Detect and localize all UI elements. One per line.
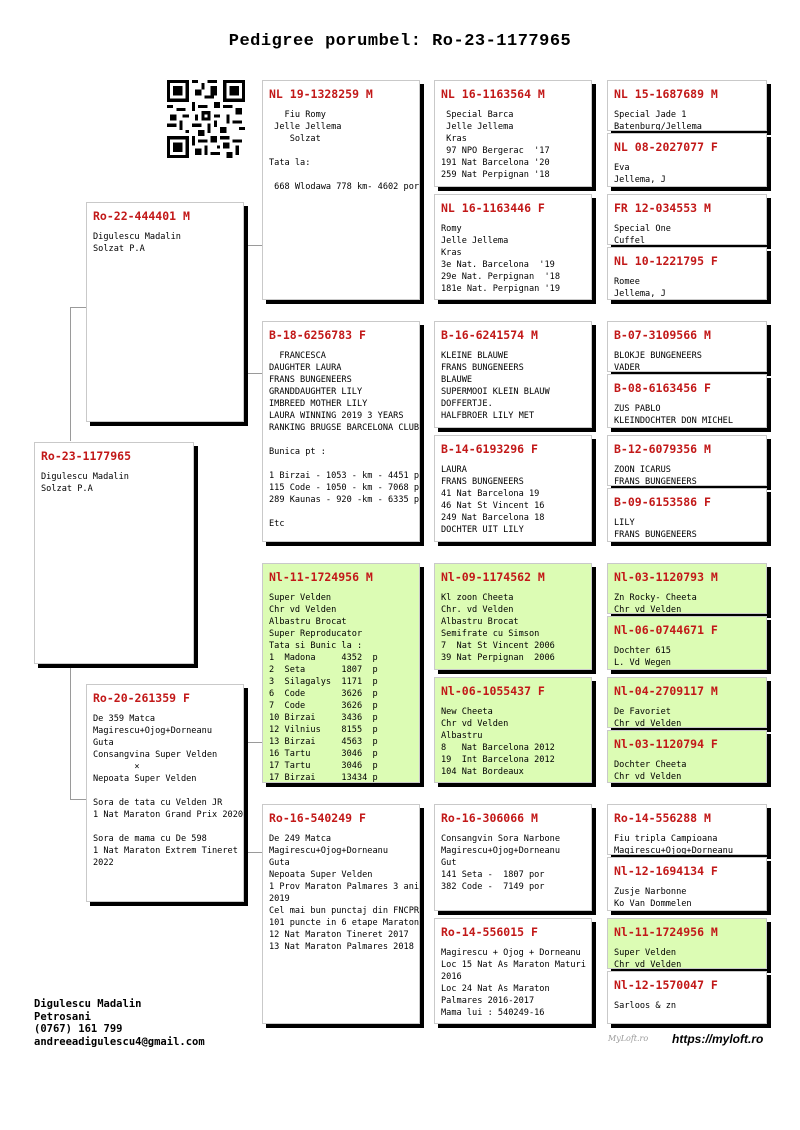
pedigree-card-gen4 bbox=[434, 677, 592, 783]
ring-number: B-09-6153586 F bbox=[614, 495, 711, 509]
ring-number: Nl-06-1055437 F bbox=[441, 684, 545, 698]
card-text: Super Velden Chr vd Velden Albastru Brocat Super Reproducator Tata si Bunic la : 1 Madona 4352 p 2 Seta 1807 p 3 Silagalys 1171 p 6 Code 3626 p 7 Code 3626 p 10 Birzai 3436 p 12 Vilnius 8155 p 13 Birzai 4563 p 16 Tartu 3046 p 17 Tartu 3046 p 17 Birzai 13434 p bbox=[269, 593, 378, 783]
ring-number: Ro-23-1177965 bbox=[41, 449, 132, 463]
card-text: Special Jade 1 Batenburg/Jellema bbox=[614, 110, 702, 131]
breeder-phone: (0767) 161 799 bbox=[34, 1023, 123, 1035]
card-text: Dochter Cheeta Chr vd Velden bbox=[614, 760, 687, 782]
ring-number: Nl-09-1174562 M bbox=[441, 570, 545, 584]
connector-line bbox=[244, 852, 262, 853]
card-text: Super Velden Chr vd Velden bbox=[614, 948, 682, 969]
breeder-name: Digulescu Madalin bbox=[34, 998, 142, 1010]
ring-number: B-12-6079356 M bbox=[614, 442, 711, 456]
card-text: Romy Jelle Jellema Kras 3e Nat. Barcelona '19 29e Nat. Perpignan '18 181e Nat. Perpignan '19 bbox=[441, 224, 560, 294]
connector-line bbox=[70, 664, 71, 799]
ring-number: Ro-22-444401 M bbox=[93, 209, 190, 223]
connector-line bbox=[70, 307, 71, 441]
pedigree-card-gen4 bbox=[434, 563, 592, 670]
pedigree-card-gen5 bbox=[607, 435, 767, 486]
card-text: Special One Cuffel bbox=[614, 224, 671, 245]
ring-number: Nl-11-1724956 M bbox=[614, 925, 718, 939]
card-text: Zn Rocky- Cheeta Chr vd Velden bbox=[614, 593, 697, 614]
pedigree-card-gen5 bbox=[607, 918, 767, 969]
ring-number: NL 19-1328259 M bbox=[269, 87, 373, 101]
pedigree-card-gen3 bbox=[262, 321, 420, 542]
card-text: Eva Jellema, J bbox=[614, 163, 666, 185]
ring-number: Ro-16-306066 M bbox=[441, 811, 538, 825]
ring-number: B-08-6163456 F bbox=[614, 381, 711, 395]
ring-number: Nl-03-1120794 F bbox=[614, 737, 718, 751]
pedigree-card-dam bbox=[86, 684, 244, 902]
pedigree-card-gen3 bbox=[262, 804, 420, 1024]
pedigree-card-gen5 bbox=[607, 616, 767, 670]
ring-number: NL 10-1221795 F bbox=[614, 254, 718, 268]
qr-code-icon bbox=[167, 80, 245, 158]
connector-line bbox=[70, 799, 86, 800]
ring-number: B-07-3109566 M bbox=[614, 328, 711, 342]
pedigree-card-gen4 bbox=[434, 80, 592, 187]
pedigree-card-gen5 bbox=[607, 247, 767, 300]
ring-number: B-16-6241574 M bbox=[441, 328, 538, 342]
card-text: De 249 Matca Magirescu+Ojog+Dorneanu Guta Nepoata Super Velden 1 Prov Maraton Palmares 3 ani 2019 Cel mai bun punctaj din FNCPR 101 puncte in 6 etape Maraton 12 Nat Maraton Tineret 2017 13 Nat Maraton Palmares 2018 bbox=[269, 834, 420, 952]
pedigree-card-gen4 bbox=[434, 918, 592, 1024]
connector-line bbox=[244, 245, 262, 246]
pedigree-card-sire bbox=[86, 202, 244, 422]
connector-line bbox=[244, 373, 262, 374]
pedigree-card-gen5 bbox=[607, 804, 767, 855]
pedigree-card-gen5 bbox=[607, 971, 767, 1024]
card-text: Dochter 615 L. Vd Wegen bbox=[614, 646, 671, 668]
ring-number: NL 16-1163446 F bbox=[441, 201, 545, 215]
card-text: Magirescu + Ojog + Dorneanu Loc 15 Nat As Maraton Maturi 2016 Loc 24 Nat As Maraton Palmares 2016-2017 Mama lui : 540249-16 bbox=[441, 948, 586, 1018]
card-text: Digulescu Madalin Solzat P.A bbox=[41, 472, 129, 494]
pedigree-card-gen3 bbox=[262, 563, 420, 783]
card-text: Kl zoon Cheeta Chr. vd Velden Albastru Brocat Semifrate cu Simson 7 Nat St Vincent 2006 39 Nat Perpignan 2006 bbox=[441, 593, 555, 663]
card-text: LILY FRANS BUNGENEERS bbox=[614, 518, 697, 540]
card-text: BLOKJE BUNGENEERS VADER bbox=[614, 351, 702, 372]
pedigree-card-gen5 bbox=[607, 563, 767, 614]
ring-number: Ro-20-261359 F bbox=[93, 691, 190, 705]
myloft-logo: MyLoft.ro bbox=[608, 1034, 649, 1043]
card-text: Zusje Narbonne Ko Van Dommelen bbox=[614, 887, 692, 909]
ring-number: Nl-06-0744671 F bbox=[614, 623, 718, 637]
pedigree-card-gen4 bbox=[434, 804, 592, 911]
breeder-contact bbox=[34, 998, 205, 1048]
pedigree-card-gen5 bbox=[607, 194, 767, 245]
ring-number: NL 15-1687689 M bbox=[614, 87, 718, 101]
ring-number: B-14-6193296 F bbox=[441, 442, 538, 456]
pedigree-card-subject bbox=[34, 442, 194, 664]
card-text: Consangvin Sora Narbone Magirescu+Ojog+Dorneanu Gut 141 Seta - 1807 por 382 Code - 7149 por bbox=[441, 834, 560, 892]
ring-number: NL 08-2027077 F bbox=[614, 140, 718, 154]
pedigree-card-gen5 bbox=[607, 857, 767, 911]
connector-line bbox=[244, 742, 262, 743]
breeder-city: Petrosani bbox=[34, 1010, 91, 1023]
pedigree-card-gen5 bbox=[607, 80, 767, 131]
card-text: De Favoriet Chr vd Velden bbox=[614, 707, 682, 728]
card-text: Romee Jellema, J bbox=[614, 277, 666, 299]
card-text: KLEINE BLAUWE FRANS BUNGENEERS BLAUWE SUPERMOOI KLEIN BLAUW DOFFERTJE. HALFBROER LILY MET bbox=[441, 351, 550, 421]
ring-number: Nl-03-1120793 M bbox=[614, 570, 718, 584]
ring-number: Ro-14-556288 M bbox=[614, 811, 711, 825]
ring-number: Nl-12-1694134 F bbox=[614, 864, 718, 878]
website-link[interactable]: https://myloft.ro bbox=[672, 1032, 764, 1046]
pedigree-card-gen3 bbox=[262, 80, 420, 300]
card-text: Digulescu Madalin Solzat P.A bbox=[93, 232, 181, 254]
pedigree-card-gen5 bbox=[607, 677, 767, 728]
ring-number: NL 16-1163564 M bbox=[441, 87, 545, 101]
card-text: Special Barca Jelle Jellema Kras 97 NPO Bergerac '17 191 Nat Barcelona '20 259 Nat Perpignan '18 bbox=[441, 110, 550, 180]
card-text: ZOON ICARUS FRANS BUNGENEERS bbox=[614, 465, 697, 486]
card-text: LAURA FRANS BUNGENEERS 41 Nat Barcelona 19 46 Nat St Vincent 16 249 Nat Barcelona 18 DOCHTER UIT LILY bbox=[441, 465, 545, 535]
ring-number: B-18-6256783 F bbox=[269, 328, 366, 342]
pedigree-card-gen5 bbox=[607, 374, 767, 428]
card-text: FRANCESCA DAUGHTER LAURA FRANS BUNGENEERS GRANDDAUGHTER LILY IMBREED MOTHER LILY LAURA WINNING 2019 3 YEARS RANKING BRUGSE BARCELONA CLUB Bunica pt : 1 Birzai - 1053 - km - 4451 p 115 Code - 1050 - km - 7068 p 289 Kaunas - 920 -km - 6335 p Etc bbox=[269, 351, 420, 529]
pedigree-card-gen5 bbox=[607, 730, 767, 783]
ring-number: Ro-14-556015 F bbox=[441, 925, 538, 939]
ring-number: Nl-11-1724956 M bbox=[269, 570, 373, 584]
ring-number: FR 12-034553 M bbox=[614, 201, 711, 215]
card-text: ZUS PABLO KLEINDOCHTER DON MICHEL bbox=[614, 404, 733, 426]
breeder-email[interactable]: andreeadigulescu4@gmail.com bbox=[34, 1035, 205, 1048]
card-text: Fiu Romy Jelle Jellema Solzat Tata la: 668 Wlodawa 778 km- 4602 por bbox=[269, 110, 420, 192]
pedigree-card-gen5 bbox=[607, 488, 767, 542]
pedigree-card-gen4 bbox=[434, 435, 592, 542]
pedigree-card-gen4 bbox=[434, 321, 592, 428]
card-text: New Cheeta Chr vd Velden Albastru 8 Nat Barcelona 2012 19 Int Barcelona 2012 104 Nat Bordeaux bbox=[441, 707, 555, 777]
page-title: Pedigree porumbel: Ro-23-1177965 bbox=[228, 32, 572, 51]
connector-line bbox=[70, 307, 86, 308]
pedigree-card-gen4 bbox=[434, 194, 592, 300]
pedigree-card-gen5 bbox=[607, 133, 767, 187]
card-text: Sarloos & zn bbox=[614, 1001, 677, 1011]
card-text: Fiu tripla Campioana Magirescu+Ojog+Dorneanu bbox=[614, 834, 733, 855]
pedigree-card-gen5 bbox=[607, 321, 767, 372]
ring-number: Ro-16-540249 F bbox=[269, 811, 366, 825]
card-text: De 359 Matca Magirescu+Ojog+Dorneanu Guta Consangvina Super Velden × Nepoata Super Velden Sora de tata cu Velden JR 1 Nat Maraton Grand Prix 2020 Sora de mama cu De 598 1 Nat Maraton Extrem Tineret 2022 bbox=[93, 714, 244, 868]
ring-number: Nl-04-2709117 M bbox=[614, 684, 718, 698]
ring-number: Nl-12-1570047 F bbox=[614, 978, 718, 992]
